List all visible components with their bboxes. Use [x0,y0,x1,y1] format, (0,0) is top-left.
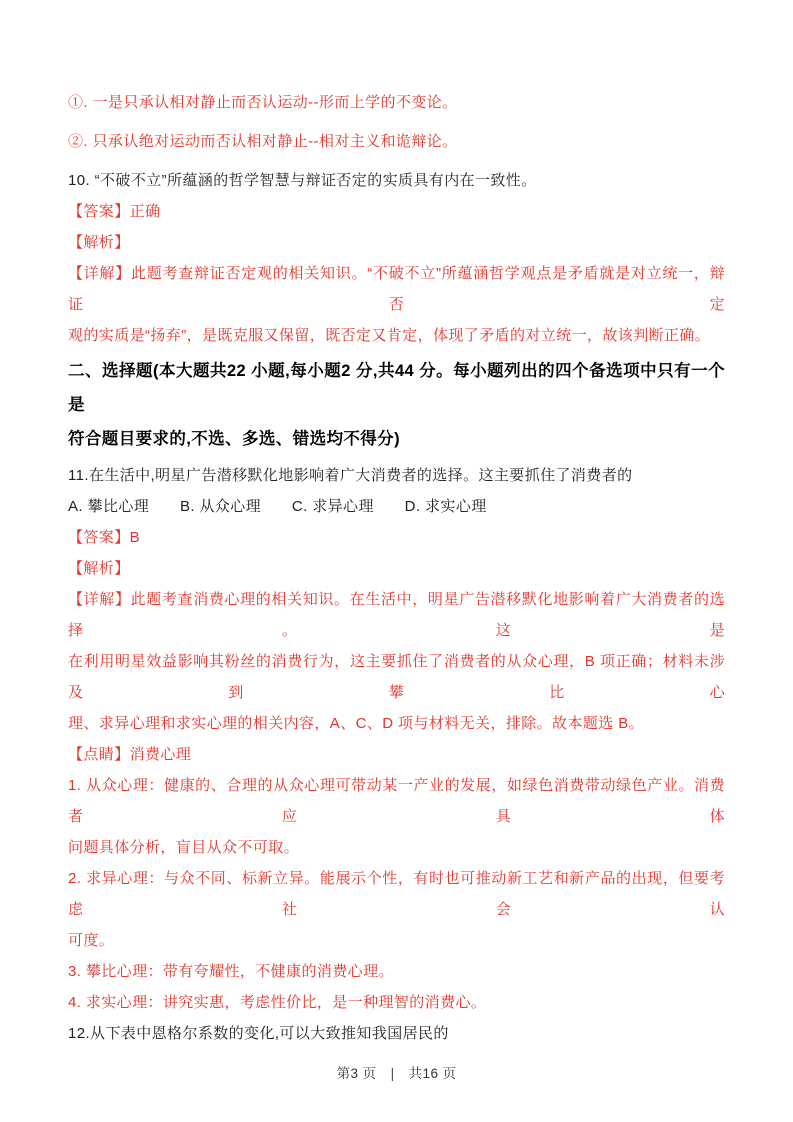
document-content [68,87,725,1049]
tip-note-1-line-2: 问题具体分析，盲目从众不可取。 [68,839,300,856]
detail-11-line-2: 在利用明星效益影响其粉丝的消费行为，这主要抓住了消费者的从众心理，B 项正确；材料未涉及到攀比心 [68,653,725,701]
tip-note-2-line-1: 2. 求异心理：与众不同、标新立异。能展示个性，有时也可推动新工艺和新产品的出现，但要考虑社会认 [68,870,725,918]
analysis-label-10: 【解析】 [68,234,130,251]
analysis-label-11: 【解析】 [68,560,130,577]
detail-10-line-1: 【详解】此题考查辩证否定观的相关知识。“不破不立”所蕴涵哲学观点是矛盾就是对立统一，辩证否定 [68,265,725,313]
footer-separator: | [390,1066,395,1081]
section-heading-line-2: 符合题目要求的,不选、多选、错选均不得分) [68,430,400,448]
answer-label-11: 【答案】B [68,529,141,546]
tip-note-3: 3. 攀比心理：带有夸耀性，不健康的消费心理。 [68,963,394,980]
question-11-options: A. 攀比心理 B. 从众心理 C. 求异心理 D. 求实心理 [68,498,487,515]
footer-page-number: 第3 页 [336,1066,377,1081]
section-heading-line-1: 二、选择题(本大题共22 小题,每小题2 分,共44 分。每小题列出的四个备选项中只有一个是 [68,362,725,414]
question-10: 10. “不破不立”所蕴涵的哲学智慧与辩证否定的实质具有内在一致性。 [68,172,537,189]
answer-point-2: ②. 只承认绝对运动而否认相对静止--相对主义和诡辩论。 [68,133,458,150]
detail-11-line-3: 理、求异心理和求实心理的相关内容，A、C、D 项与材料无关，排除。故本题选 B。 [68,715,645,732]
tip-note-4: 4. 求实心理：讲究实惠，考虑性价比，是一种理智的消费心。 [68,994,487,1011]
question-12: 12.从下表中恩格尔系数的变化,可以大致推知我国居民的 [68,1025,449,1042]
footer-total-pages: 共16 页 [408,1066,457,1081]
question-11: 11.在生活中,明星广告潜移默化地影响着广大消费者的选择。这主要抓住了消费者的 [68,467,633,484]
tip-note-2-line-2: 可度。 [68,932,115,949]
tip-label: 【点睛】消费心理 [68,746,192,763]
answer-label-10: 【答案】正确 [68,203,161,220]
answer-point-1: ①. 一是只承认相对静止而否认运动--形而上学的不变论。 [68,94,458,111]
tip-note-1-line-1: 1. 从众心理：健康的、合理的从众心理可带动某一产业的发展，如绿色消费带动绿色产业。消费者应具体 [68,777,725,825]
detail-10-line-2: 观的实质是“扬弃”，是既克服又保留，既否定又肯定，体现了矛盾的对立统一，故该判断正确。 [68,327,711,344]
page-footer [0,1062,793,1082]
detail-11-line-1: 【详解】此题考查消费心理的相关知识。在生活中，明星广告潜移默化地影响着广大消费者的选择。这是 [68,591,725,639]
